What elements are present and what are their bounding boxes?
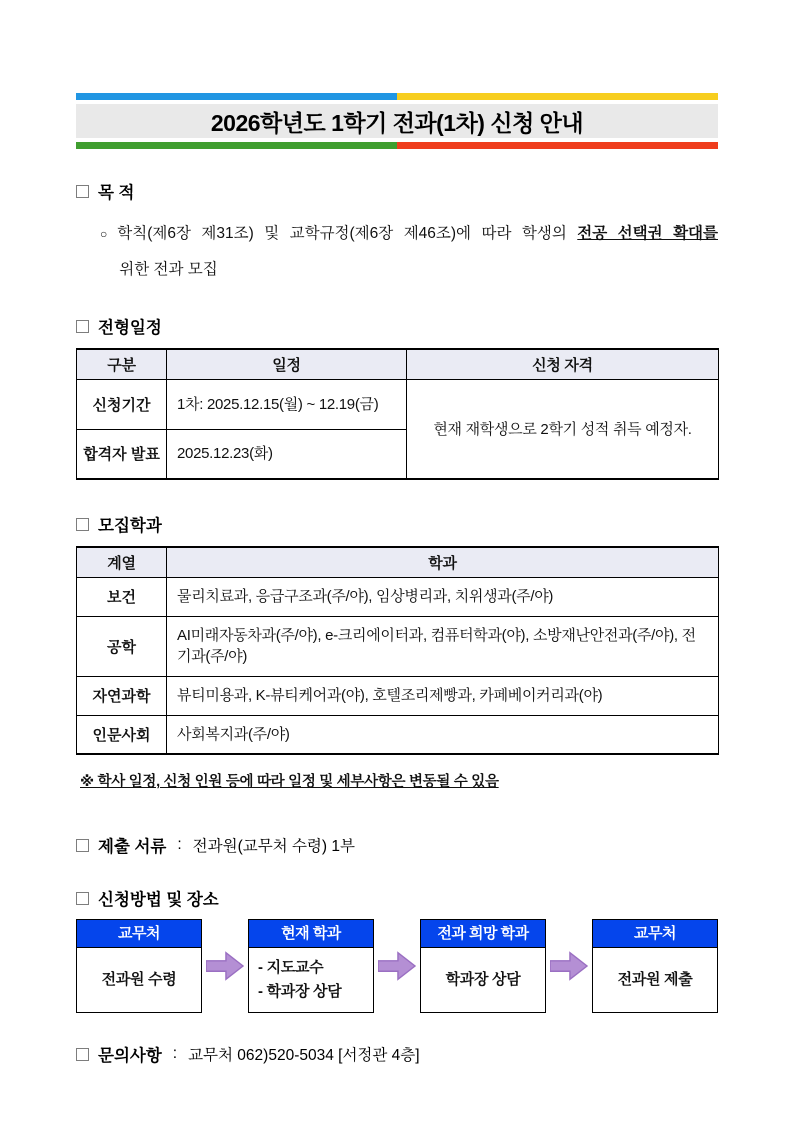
table-row bbox=[77, 715, 719, 754]
section-purpose bbox=[76, 179, 718, 288]
qualification-cell: 현재 재학생으로 2학기 성적 취득 예정자. bbox=[407, 379, 719, 479]
bottom-bar-red-segment bbox=[397, 142, 718, 149]
flow-step-office-receive bbox=[76, 919, 202, 1013]
section-schedule bbox=[76, 314, 718, 480]
row-label: 보건 bbox=[77, 577, 167, 616]
section-departments bbox=[76, 512, 718, 791]
row-label: 자연과학 bbox=[77, 676, 167, 715]
flow-step-line: 전과원 수령 bbox=[101, 971, 177, 988]
flow-step-header: 현재 학과 bbox=[249, 920, 373, 948]
change-notice: ※ 학사 일정, 신청 인원 등에 따라 일정 및 세부사항은 변동될 수 있음 bbox=[80, 774, 499, 790]
column-header: 일정 bbox=[167, 349, 407, 379]
documents-value: 전과원(교무처 수령) 1부 bbox=[192, 838, 355, 855]
documents-separator: : bbox=[177, 836, 182, 853]
right-arrow-icon bbox=[550, 951, 588, 981]
flow-step-header: 교무처 bbox=[77, 920, 201, 948]
title-banner bbox=[76, 93, 718, 149]
purpose-emphasis-text: 전공 선택권 확대를 bbox=[577, 225, 718, 242]
departments-header-row bbox=[77, 547, 719, 577]
documents-heading-label: 제출 서류 bbox=[98, 838, 167, 856]
purpose-heading-label: 목 적 bbox=[98, 184, 135, 202]
purpose-text: 학칙(제6장 제31조) 및 교학규정(제6장 제46조)에 따라 학생의 bbox=[117, 225, 567, 242]
row-value: 물리치료과, 응급구조과(주/야), 임상병리과, 치위생과(주/야) bbox=[167, 577, 719, 616]
schedule-table bbox=[76, 348, 719, 480]
flow-step-line: - 지도교수 bbox=[258, 959, 324, 976]
row-label: 신청기간 bbox=[77, 379, 167, 429]
schedule-header-row bbox=[77, 349, 719, 379]
flow-step-header: 교무처 bbox=[593, 920, 717, 948]
contact-heading-label: 문의사항 bbox=[98, 1047, 162, 1065]
column-header: 계열 bbox=[77, 547, 167, 577]
flow-step-target-department bbox=[420, 919, 546, 1013]
row-value: 뷰티미용과, K-뷰티케어과(야), 호텔조리제빵과, 카페베이커리과(야) bbox=[167, 676, 719, 715]
flow-step-line: - 학과장 상담 bbox=[258, 983, 342, 1000]
circle-bullet-icon: ○ bbox=[100, 227, 108, 241]
row-value: 2025.12.23(화) bbox=[167, 429, 407, 479]
column-header: 구분 bbox=[77, 349, 167, 379]
checkbox-icon bbox=[76, 1048, 89, 1061]
column-header: 학과 bbox=[167, 547, 719, 577]
flow-step-body bbox=[593, 948, 717, 1012]
title-bottom-bar bbox=[76, 142, 718, 149]
documents-heading bbox=[76, 833, 718, 857]
right-arrow-icon bbox=[378, 951, 416, 981]
flow-step-body bbox=[249, 948, 373, 1012]
row-label: 합격자 발표 bbox=[77, 429, 167, 479]
flow-step-current-department bbox=[248, 919, 374, 1013]
flow-step-line: 학과장 상담 bbox=[445, 971, 521, 988]
departments-heading bbox=[76, 512, 718, 536]
page-title: 2026학년도 1학기 전과(1차) 신청 안내 bbox=[76, 104, 718, 138]
checkbox-icon bbox=[76, 518, 89, 531]
departments-table bbox=[76, 546, 719, 755]
checkbox-icon bbox=[76, 320, 89, 333]
row-value: AI미래자동차과(주/야), e-크리에이터과, 컴퓨터학과(야), 소방재난안전과(주/야), 전기과(주/야) bbox=[167, 616, 719, 676]
column-header: 신청 자격 bbox=[407, 349, 719, 379]
table-row bbox=[77, 616, 719, 676]
schedule-heading-label: 전형일정 bbox=[98, 319, 162, 337]
bottom-bar-green-segment bbox=[76, 142, 397, 149]
table-row bbox=[77, 379, 719, 429]
checkbox-icon bbox=[76, 839, 89, 852]
method-heading-label: 신청방법 및 장소 bbox=[98, 891, 219, 909]
section-method bbox=[76, 886, 718, 1013]
checkbox-icon bbox=[76, 185, 89, 198]
purpose-heading bbox=[76, 179, 718, 203]
flow-step-header: 전과 희망 학과 bbox=[421, 920, 545, 948]
purpose-body bbox=[100, 216, 718, 288]
contact-heading bbox=[76, 1042, 718, 1066]
contact-value: 교무처 062)520-5034 [서정관 4층] bbox=[188, 1047, 420, 1064]
schedule-heading bbox=[76, 314, 718, 338]
row-value: 사회복지과(주/야) bbox=[167, 715, 719, 754]
method-heading bbox=[76, 886, 718, 910]
departments-heading-label: 모집학과 bbox=[98, 517, 162, 535]
right-arrow-icon bbox=[206, 951, 244, 981]
table-row bbox=[77, 676, 719, 715]
row-label: 인문사회 bbox=[77, 715, 167, 754]
purpose-line-2: 위한 전과 모집 bbox=[119, 261, 218, 278]
table-row bbox=[77, 577, 719, 616]
section-documents bbox=[76, 833, 718, 857]
flow-step-body bbox=[77, 948, 201, 1012]
process-flowchart bbox=[76, 919, 718, 1013]
top-bar-yellow-segment bbox=[397, 93, 718, 100]
flow-step-office-submit bbox=[592, 919, 718, 1013]
row-label: 공학 bbox=[77, 616, 167, 676]
flow-step-body bbox=[421, 948, 545, 1012]
top-bar-blue-segment bbox=[76, 93, 397, 100]
title-top-bar bbox=[76, 93, 718, 100]
contact-separator: : bbox=[172, 1045, 178, 1062]
row-value: 1차: 2025.12.15(월) ~ 12.19(금) bbox=[167, 379, 407, 429]
section-contact bbox=[76, 1042, 718, 1066]
checkbox-icon bbox=[76, 892, 89, 905]
purpose-line-1 bbox=[117, 216, 718, 252]
flow-step-line: 전과원 제출 bbox=[617, 971, 693, 988]
